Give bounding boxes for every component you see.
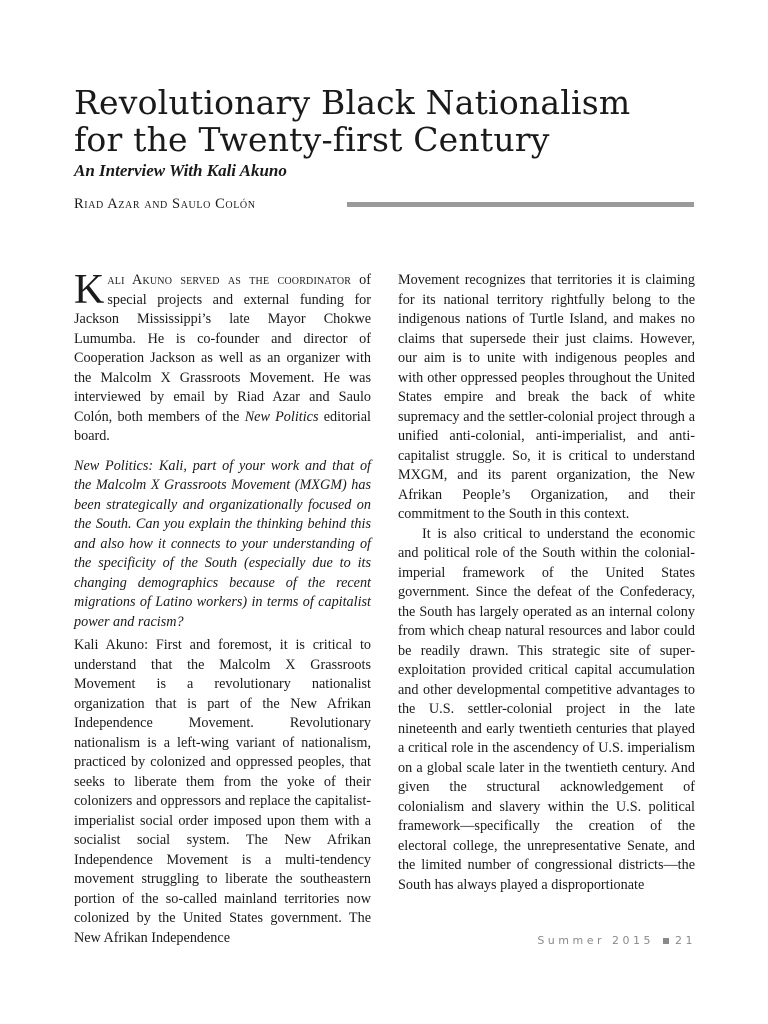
title-line-1: Revolutionary Black Nationalism	[74, 83, 631, 122]
interview-question: New Politics: Kali, part of your work and that of the Malcolm X Grassroots Movement (MXGM) has been strategically and organizationally focused on the South. Can you explain the thinking behind this and also how it connects to your understanding of the specificity of the South (especially due to its changing demographics because of the recent migrations of Latino workers) in terms of capitalist power and racism?	[74, 457, 371, 630]
page-number: 21	[675, 934, 696, 947]
interview-answer-part-2: Movement recognizes that territories it is claiming for its national territory rightfully belong to the indigenous nations of Turtle Island, and makes no claims that supersede their just claims. However, our aim is to unite with indigenous peoples and with other oppressed peoples throughout the United States empire and break the back of white supremacy and the settler-colonial project through a unified anti-colonial, anti-imperialist, and anti-capitalist struggle. So, it is critical to understand MXGM, and its parent organization, the New Afrikan People’s Organization, and their commitment to the South in this context.	[398, 272, 695, 522]
drop-cap: K	[74, 267, 105, 313]
issue-label: Summer 2015	[537, 934, 654, 947]
article-title	[74, 84, 714, 158]
intro-text-a: of special projects and external funding for Jackson Mississippi’s late Mayor Chokwe Lumumba. He is co-founder and director of Cooperation Jackson as well as an organizer with the Malcolm X Grassroots Movement. He was interviewed by email by Riad Azar and Saulo Colón, both members of the	[74, 272, 371, 425]
interview-answer-paragraph-2: It is also critical to understand the economic and political role of the South within the colonial-imperial framework of the United States government. Since the defeat of the Confederacy, the South has largely operated as an internal colony from which cheap natural resources and labor could be readily drawn. This strategic site of super-exploitation provided critical capital accumulation and other developmental competitive advantages to the U.S. settler-colonial project in the late nineteenth and early twentieth centuries that played a critical role in the ascendency of U.S. imperialism on a global scale later in the twentieth century. And given the structural acknowledgement of colonialism and slavery within the U.S. political framework—specifically the creation of the electoral college, the unrepresentative Senate, and the limited number of congressional districts—the South has always played a disproportionate	[398, 525, 695, 893]
title-line-2: for the Twenty-first Century	[74, 120, 550, 159]
page-footer	[537, 934, 696, 947]
right-column	[398, 271, 695, 895]
square-separator-icon	[663, 938, 669, 944]
left-column	[74, 267, 371, 948]
intro-paragraph	[74, 267, 371, 447]
intro-smallcaps: ali Akuno served as the coordinator	[107, 272, 352, 288]
intro-text-b: editorial board.	[74, 408, 371, 444]
publication-name: New Politics	[244, 408, 319, 425]
byline: Riad Azar and Saulo Colón	[74, 196, 256, 212]
byline-rule	[347, 202, 694, 207]
interview-answer-part-1: Kali Akuno: First and foremost, it is critical to understand that the Malcolm X Grassroots Movement is a revolutionary nationalist organization that is part of the New Afrikan Independence Movement. Revolutionary nationalism is a left-wing variant of nationalism, practiced by colonized and oppressed peoples, that seeks to liberate them from the yoke of their colonizers and oppressors and replace the capitalist-imperialist social order imposed upon them with a socialist social system. The New Afrikan Independence Movement is a multi-tendency movement struggling to liberate the southeastern portion of the so-called mainland territories now colonized by the United States government. The New Afrikan Independence	[74, 637, 371, 946]
article-subtitle: An Interview With Kali Akuno	[74, 161, 287, 180]
